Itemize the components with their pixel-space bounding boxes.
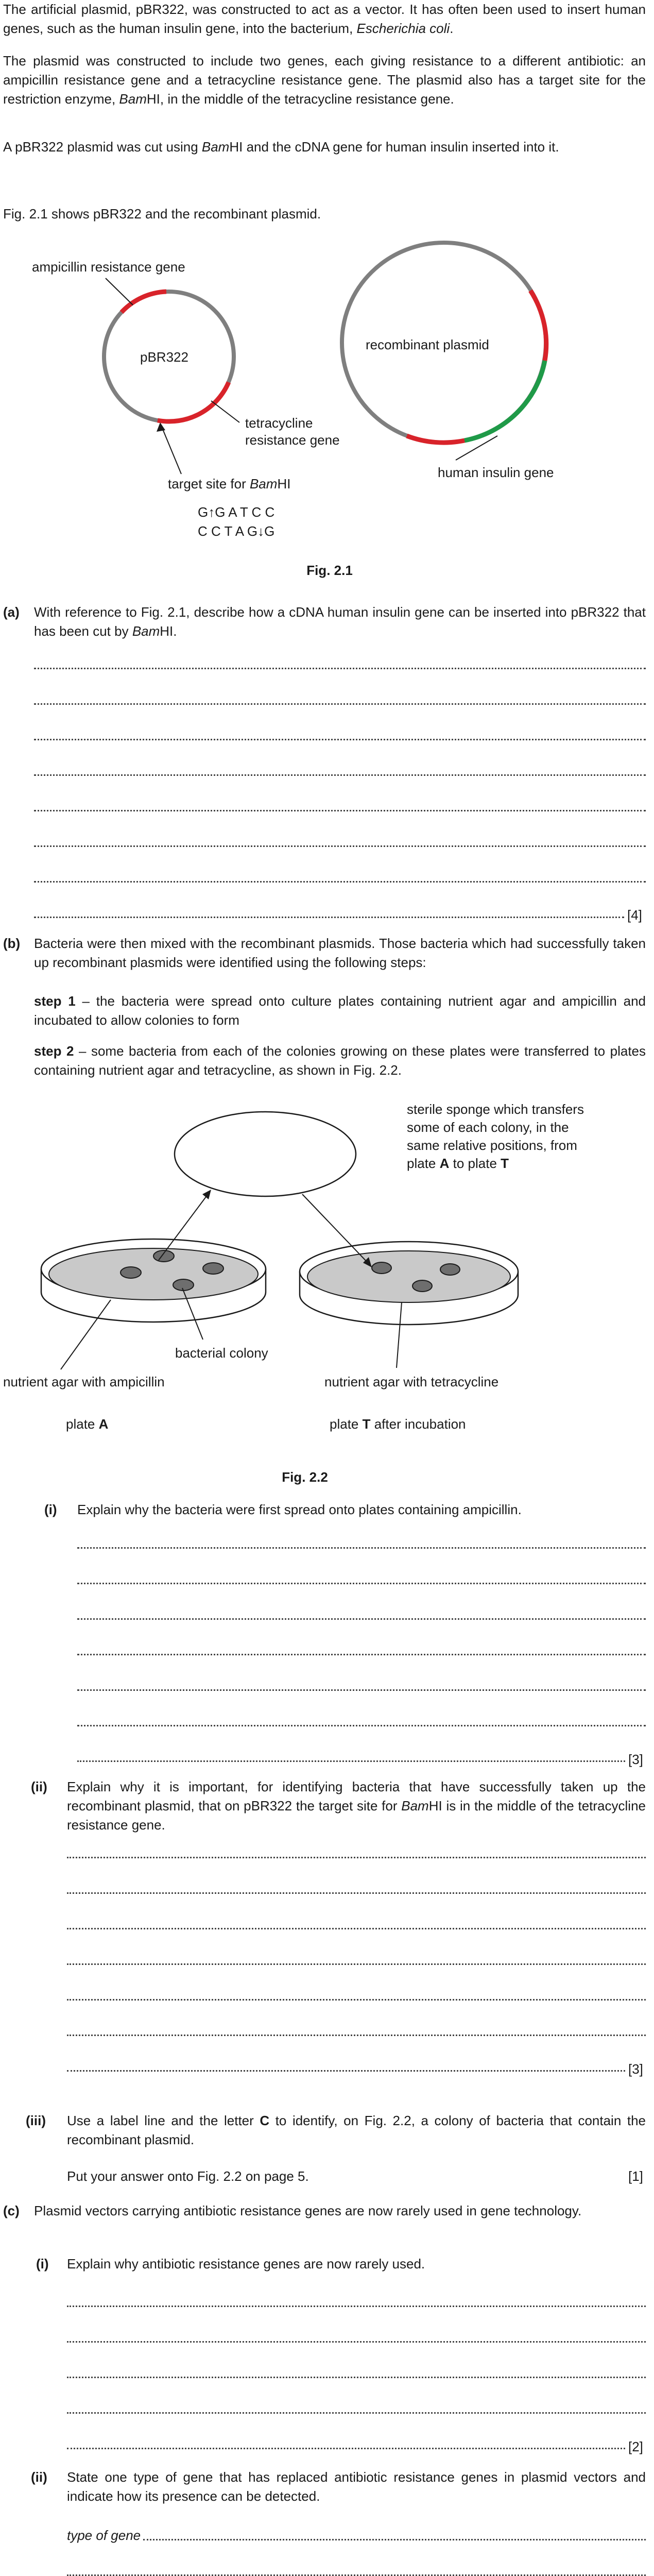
intro-paragraph-2: The plasmid was constructed to include two genes, each giving resistance to a different antibiotic: an ampicillin resistance gene and a tetracycline resistance gene. The plasmid also has a target site for the restriction enzyme, BamHI, in the middle of the tetracycline resistance gene.	[3, 53, 646, 107]
marks-a: [4]	[627, 907, 642, 923]
question-b-number: (b)	[3, 936, 21, 951]
intro-paragraph-3: A pBR322 plasmid was cut using BamHI and the cDNA gene for human insulin inserted into it.	[3, 139, 559, 155]
question-a-text: With reference to Fig. 2.1, describe how a cDNA human insulin gene can be inserted into pBR322 that has been cut by BamHI.	[34, 604, 646, 639]
figure-2-2-caption: Fig. 2.2	[282, 1469, 328, 1485]
answer-line-ci-4[interactable]	[67, 2412, 646, 2414]
answer-line-bii-6[interactable]	[67, 2035, 646, 2036]
label-pbr322: pBR322	[140, 349, 188, 365]
colony-a-4[interactable]	[173, 1279, 194, 1291]
colony-t-2[interactable]	[440, 1264, 460, 1275]
question-a-number: (a)	[3, 604, 20, 620]
label-agar-tetracycline: nutrient agar with tetracycline	[324, 1374, 499, 1389]
figure-2-1-caption: Fig. 2.1	[306, 563, 353, 578]
answer-line-bii-2[interactable]	[67, 1892, 646, 1894]
colony-t-3[interactable]	[412, 1280, 432, 1292]
intro-paragraph-1: The artificial plasmid, pBR322, was constructed to act as a vector. It has often been used to insert human genes, such as the human insulin gene, into the bacterium, Escherichia coli.	[3, 2, 646, 36]
question-c-i-number: (i)	[36, 2256, 49, 2272]
question-c-text: Plasmid vectors carrying antibiotic resistance genes are now rarely used in gene technology.	[34, 2203, 582, 2218]
marks-c-i: [2]	[628, 2439, 643, 2454]
answer-line-ci-3[interactable]	[67, 2377, 646, 2378]
question-c-i-text: Explain why antibiotic resistance genes are now rarely used.	[67, 2256, 425, 2272]
marks-b-i: [3]	[628, 1752, 643, 1767]
intro-paragraph-4: Fig. 2.1 shows pBR322 and the recombinant plasmid.	[3, 206, 321, 222]
marks-b-iii: [1]	[628, 2168, 643, 2184]
answer-line-ci-5[interactable]	[67, 2448, 625, 2449]
sterile-sponge	[175, 1112, 356, 1196]
label-target-site: target site for BamHI	[168, 476, 291, 492]
answer-line-bii-3[interactable]	[67, 1928, 646, 1929]
answer-line-bii-7[interactable]	[67, 2070, 625, 2072]
answer-line-bi-4[interactable]	[77, 1654, 646, 1655]
question-b-ii-number: (ii)	[31, 1779, 47, 1794]
label-type-of-gene: type of gene	[67, 2528, 141, 2543]
label-sponge-3: same relative positions, from	[407, 1138, 577, 1153]
label-human-insulin-gene: human insulin gene	[438, 465, 554, 480]
question-c-number: (c)	[3, 2203, 20, 2218]
plate-a	[24, 1239, 266, 1322]
plate-t	[300, 1242, 518, 1325]
colony-a-2[interactable]	[121, 1267, 141, 1278]
sequence-top-strand: G↑G A T C C	[198, 504, 275, 520]
label-plate-a: plate A	[66, 1416, 109, 1432]
colony-t-1[interactable]	[372, 1262, 391, 1274]
label-tetracycline-1: tetracycline	[245, 415, 313, 431]
question-c-ii-number: (ii)	[31, 2469, 47, 2485]
label-agar-ampicillin: nutrient agar with ampicillin	[3, 1374, 165, 1389]
answer-line-cii-type[interactable]	[143, 2539, 646, 2540]
question-b-i-text: Explain why the bacteria were first spread onto plates containing ampicillin.	[77, 1502, 522, 1517]
question-b-iii-instruction: Put your answer onto Fig. 2.2 on page 5.	[67, 2168, 309, 2184]
label-sponge-4: plate A to plate T	[407, 1156, 509, 1171]
answer-line-ci-2[interactable]	[67, 2341, 646, 2343]
question-b-iii-text: Use a label line and the letter C to identify, on Fig. 2.2, a colony of bacteria that contain the recombinant plasmid.	[67, 2113, 646, 2147]
label-sponge-2: some of each colony, in the	[407, 1120, 569, 1135]
answer-line-bii-5[interactable]	[67, 1999, 646, 2001]
answer-line-bi-7[interactable]	[77, 1760, 625, 1762]
question-b-text: Bacteria were then mixed with the recombinant plasmids. Those bacteria which had successfully taken up recombinant plasmids were identified using the following steps:	[34, 936, 646, 970]
colony-a-3[interactable]	[203, 1263, 223, 1274]
answer-line-bii-4[interactable]	[67, 1963, 646, 1965]
label-ampicillin-resistance-gene: ampicillin resistance gene	[32, 259, 185, 275]
label-tetracycline-2: resistance gene	[245, 432, 340, 448]
step-2: step 2 – some bacteria from each of the colonies growing on these plates were transferred to plates containing nutrient agar and tetracycline, as shown in Fig. 2.2.	[34, 1043, 646, 1078]
answer-line-bi-1[interactable]	[77, 1547, 646, 1549]
label-plate-t: plate T after incubation	[330, 1416, 466, 1432]
colony-a-1[interactable]	[153, 1250, 174, 1262]
question-c-ii-text: State one type of gene that has replaced antibiotic resistance genes in plasmid vectors and indicate how its presence can be detected.	[67, 2469, 646, 2504]
label-bacterial-colony: bacterial colony	[175, 1345, 268, 1361]
label-recombinant-plasmid: recombinant plasmid	[366, 337, 489, 352]
sequence-bottom-strand: C C T A G↓G	[198, 523, 275, 539]
answer-line-bi-3[interactable]	[77, 1618, 646, 1620]
question-b-i-number: (i)	[44, 1502, 57, 1517]
label-sponge-1: sterile sponge which transfers	[407, 1101, 584, 1117]
answer-line-ci-1[interactable]	[67, 2306, 646, 2307]
answer-line-bii-1[interactable]	[67, 1857, 646, 1858]
question-b-ii-text: Explain why it is important, for identifying bacteria that have successfully taken up the recombinant plasmid, that on pBR322 the target site for BamHI is in the middle of the tetracycline resistance gene.	[67, 1779, 646, 1833]
question-b-iii-number: (iii)	[26, 2113, 46, 2128]
marks-b-ii: [3]	[628, 2061, 643, 2077]
step-1: step 1 – the bacteria were spread onto culture plates containing nutrient agar and ampicillin and incubated to allow colonies to form	[34, 993, 646, 1028]
answer-line-bi-2[interactable]	[77, 1583, 646, 1584]
answer-line-bi-6[interactable]	[77, 1725, 646, 1726]
answer-line-bi-5[interactable]	[77, 1689, 646, 1691]
